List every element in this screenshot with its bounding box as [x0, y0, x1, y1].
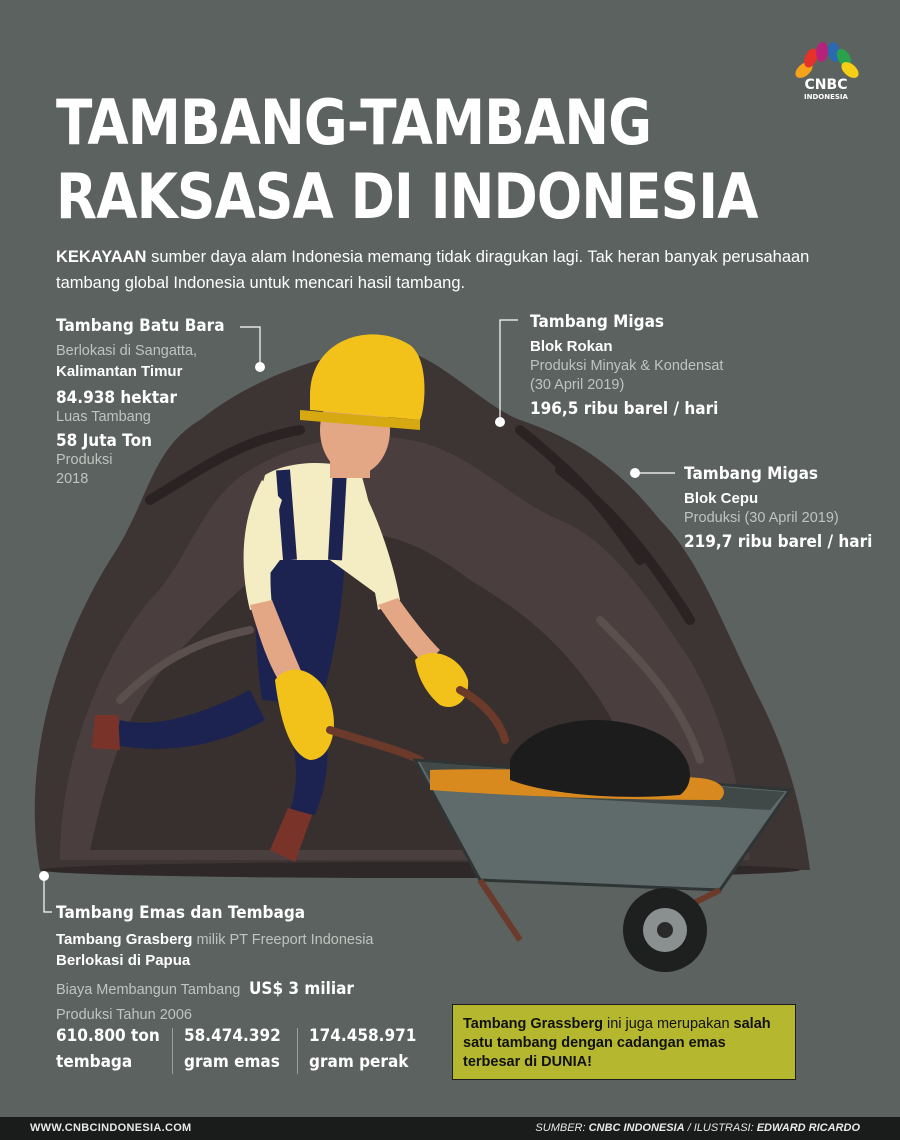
batubara-block — [56, 316, 276, 489]
grasberg-cost-label: Biaya Membangun Tambang — [56, 982, 241, 998]
cepu-title: Tambang Migas — [684, 464, 819, 484]
grasberg-owner: milik PT Freeport Indonesia — [192, 932, 374, 948]
stat-copper-value: 610.800 ton — [56, 1026, 160, 1046]
footer-bar — [0, 1117, 900, 1140]
stat-divider-2 — [297, 1028, 298, 1074]
grasberg-title: Tambang Emas dan Tembaga — [56, 903, 306, 923]
batubara-area-label: Luas Tambang — [56, 409, 151, 425]
batubara-location-label: Berlokasi di Sangatta, — [56, 343, 198, 359]
batubara-area-value: 84.938 — [56, 388, 116, 408]
batubara-title: Tambang Batu Bara — [56, 316, 225, 336]
stat-divider-1 — [172, 1028, 173, 1074]
intro-bold: KEKAYAAN — [56, 248, 147, 266]
grasberg-location: Berlokasi di Papua — [56, 952, 191, 969]
rokan-title: Tambang Migas — [530, 312, 665, 332]
batubara-location: Kalimantan Timur — [56, 363, 183, 380]
batubara-production-label: Produksi — [56, 452, 113, 468]
callout-bold-2: salah satu tambang dengan cadangan emas terbesar di DUNIA! — [463, 1016, 771, 1070]
footer-credits — [535, 1122, 860, 1134]
callout-box — [452, 1004, 796, 1080]
stat-copper-label: tembaga — [56, 1052, 133, 1072]
stat-copper — [56, 1026, 176, 1072]
rokan-value: 196,5 ribu barel / hari — [530, 399, 719, 419]
rokan-date: (30 April 2019) — [530, 377, 625, 393]
footer-source-prefix: SUMBER: — [535, 1122, 586, 1134]
footer-illustrator-prefix: / ILUSTRASI: — [687, 1122, 754, 1134]
cepu-desc: Produksi (30 April 2019) — [684, 510, 839, 526]
cepu-block — [684, 464, 884, 552]
batubara-area — [56, 388, 254, 408]
cepu-value: 219,7 ribu barel / hari — [684, 532, 873, 552]
footer-website: WWW.CNBCINDONESIA.COM — [30, 1122, 192, 1134]
grasberg-name: Tambang Grasberg — [56, 931, 193, 948]
grasberg-cost-value: US$ 3 miliar — [249, 979, 355, 999]
logo-text: CNBC — [804, 77, 848, 93]
stat-gold — [184, 1026, 304, 1072]
batubara-area-unit: hektar — [120, 388, 178, 408]
cnbc-peacock-logo — [790, 34, 862, 102]
footer-illustrator: EDWARD RICARDO — [756, 1122, 860, 1134]
intro-paragraph — [56, 244, 816, 296]
callout-text-1: ini juga merupakan — [602, 1016, 734, 1032]
title-line-2: RAKSASA DI INDONESIA — [56, 160, 758, 233]
stat-silver-value: 174.458.971 — [309, 1026, 417, 1046]
grasberg-production-label: Produksi Tahun 2006 — [56, 1007, 192, 1023]
callout-bold-1: Tambang Grassberg — [463, 1016, 603, 1032]
logo-subtext: INDONESIA — [804, 93, 848, 101]
grasberg-block — [56, 903, 446, 1025]
stat-gold-value: 58.474.392 — [184, 1026, 281, 1046]
stat-silver — [309, 1026, 439, 1072]
grasberg-cost-line — [56, 979, 446, 1000]
stat-gold-label: gram emas — [184, 1052, 280, 1072]
batubara-production-year: 2018 — [56, 471, 89, 487]
grasberg-name-line — [56, 929, 446, 950]
stat-silver-label: gram perak — [309, 1052, 409, 1072]
rokan-block-name: Blok Rokan — [530, 338, 613, 355]
intro-text: sumber daya alam Indonesia memang tidak diragukan lagi. Tak heran banyak perusahaan tambang global Indonesia untuk mencari hasil tambang. — [56, 248, 810, 292]
footer-source: CNBC INDONESIA — [588, 1122, 685, 1134]
rokan-desc: Produksi Minyak & Kondensat — [530, 358, 724, 374]
page-title — [56, 86, 758, 234]
rokan-block — [530, 312, 790, 419]
batubara-production-value: 58 Juta Ton — [56, 431, 152, 451]
cepu-block-name: Blok Cepu — [684, 490, 759, 507]
title-line-1: TAMBANG-TAMBANG — [56, 86, 652, 159]
